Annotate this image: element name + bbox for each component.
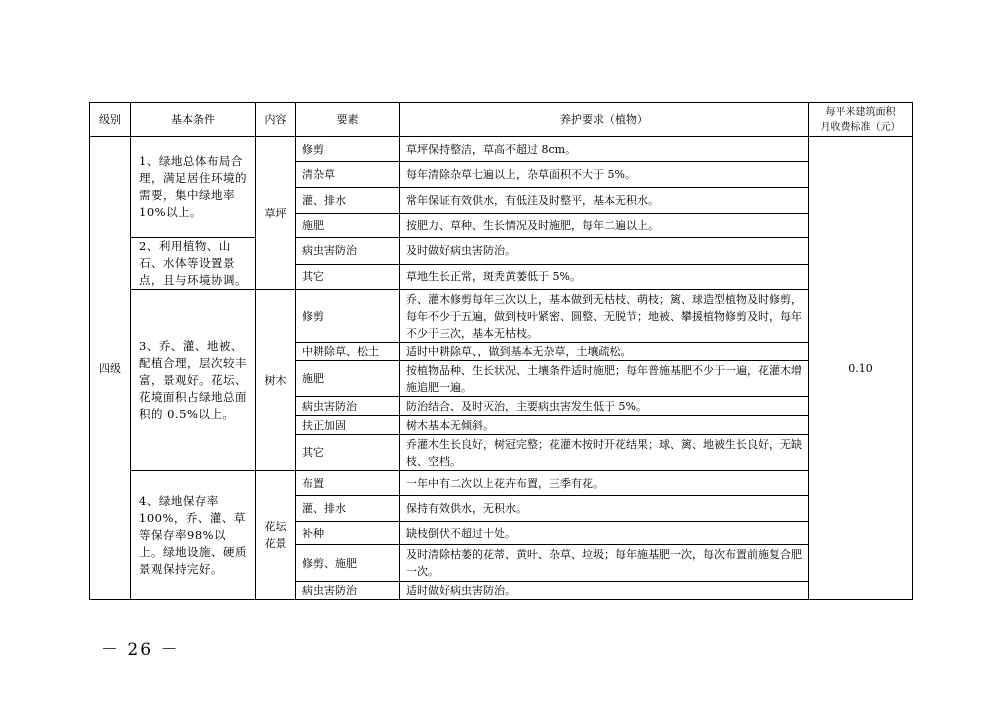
requirement-cell: 适时做好病虫害防治。	[400, 582, 809, 600]
maintenance-standard-table	[89, 102, 913, 600]
element-cell: 其它	[296, 435, 400, 471]
requirement-cell: 乔灌木生长良好，树冠完整；花灌木按时开花结果；球、篱、地被生长良好，无缺枝、空档。	[400, 435, 809, 471]
table-row	[90, 238, 913, 265]
element-cell: 清杂草	[296, 162, 400, 188]
element-cell: 扶正加固	[296, 416, 400, 435]
condition-4: 4、绿地保存率 100%，乔、灌、草等保存率98%以上。绿地设施、硬质景观保持完好。	[131, 471, 256, 600]
element-cell: 施肥	[296, 361, 400, 397]
requirement-cell: 防治结合、及时灭治，主要病虫害发生低于 5%。	[400, 397, 809, 416]
content-flower-beds: 花坛花景	[256, 471, 296, 600]
condition-3: 3、乔、灌、地被、配植合理，层次较丰富，景观好。花坛、花境面积占绿地总面积的 0.5%以上。	[131, 290, 256, 471]
header-content: 内容	[256, 103, 296, 137]
element-cell: 病虫害防治	[296, 582, 400, 600]
condition-1: 1、绿地总体布局合理，满足居住环境的需要，集中绿地率10%以上。	[131, 137, 256, 238]
header-requirement: 养护要求（植物）	[400, 103, 809, 137]
requirement-cell: 及时做好病虫害防治。	[400, 238, 809, 265]
page-number: － 26 －	[101, 640, 180, 660]
element-cell: 施肥	[296, 214, 400, 238]
element-cell: 补种	[296, 522, 400, 545]
element-cell: 修剪	[296, 137, 400, 162]
fee-cell: 0.10	[809, 137, 913, 600]
header-fee	[809, 103, 913, 137]
requirement-cell: 草地生长正常，斑秃黄萎低于 5%。	[400, 264, 809, 290]
element-cell: 病虫害防治	[296, 238, 400, 265]
table-row	[90, 290, 913, 343]
element-cell: 病虫害防治	[296, 397, 400, 416]
requirement-cell: 树木基本无倾斜。	[400, 416, 809, 435]
requirement-cell: 缺枝倒伏不超过十处。	[400, 522, 809, 545]
requirement-cell: 按肥力、草种、生长情况及时施肥，每年二遍以上。	[400, 214, 809, 238]
table-row	[90, 471, 913, 496]
header-fee-line2: 月收费标准（元）	[820, 121, 901, 133]
content-lawn: 草坪	[256, 137, 296, 290]
content-trees: 树木	[256, 290, 296, 471]
header-level: 级别	[90, 103, 131, 137]
requirement-cell: 及时清除枯萎的花蒂、黄叶、杂草、垃圾；每年施基肥一次，每次布置前施复合肥一次。	[400, 545, 809, 582]
header-element: 要素	[296, 103, 400, 137]
element-cell: 修剪、施肥	[296, 545, 400, 582]
requirement-cell: 常年保证有效供水，有低洼及时整平，基本无积水。	[400, 188, 809, 214]
element-cell: 布置	[296, 471, 400, 496]
table-row	[90, 137, 913, 162]
requirement-cell: 适时中耕除草、，做到基本无杂草，土壤疏松。	[400, 343, 809, 361]
element-cell: 灌、排水	[296, 496, 400, 522]
element-cell: 灌、排水	[296, 188, 400, 214]
level-cell: 四级	[90, 137, 131, 600]
element-cell: 修剪	[296, 290, 400, 343]
requirement-cell: 保持有效供水，无积水。	[400, 496, 809, 522]
condition-2: 2、利用植物、山石、水体等设置景点，且与环境协调。	[131, 238, 256, 290]
table-header-row	[90, 103, 913, 137]
element-cell: 其它	[296, 264, 400, 290]
requirement-cell: 乔、灌木修剪每年三次以上，基本做到无枯枝、萌枝；篱、球造型植物及时修剪，每年不少于五遍，做到枝叶紧密、圆整、无脱节；地被、攀援植物修剪及时，每年不少于三次，基本无枯枝。	[400, 290, 809, 343]
requirement-cell: 每年清除杂草七遍以上，杂草面积不大于 5%。	[400, 162, 809, 188]
element-cell: 中耕除草、松土	[296, 343, 400, 361]
requirement-cell: 一年中有二次以上花卉布置，三季有花。	[400, 471, 809, 496]
header-fee-line1: 每平米建筑面积	[825, 106, 896, 118]
requirement-cell: 按植物品种、生长状况、土壤条件适时施肥；每年普施基肥不少于一遍，花灌木增施追肥一遍。	[400, 361, 809, 397]
header-condition: 基本条件	[131, 103, 256, 137]
requirement-cell: 草坪保持整洁，草高不超过 8cm。	[400, 137, 809, 162]
